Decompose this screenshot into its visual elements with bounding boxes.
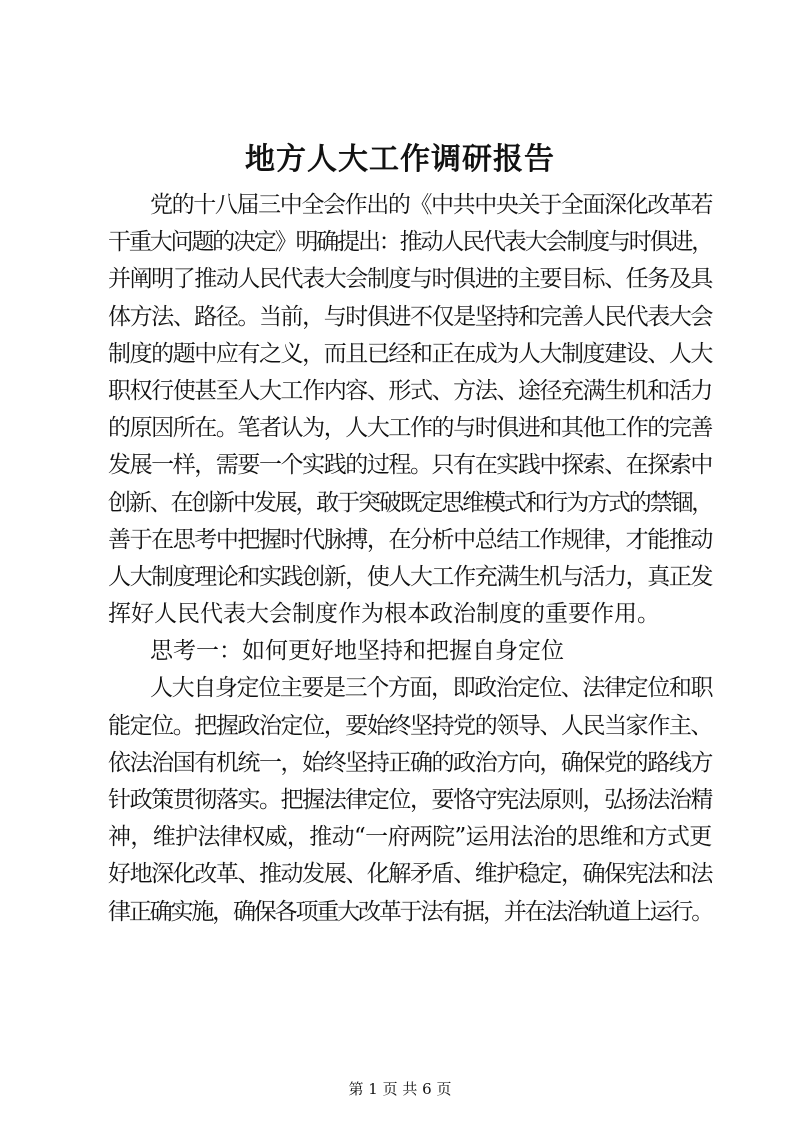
- paragraph-1-line-8: 发展一样，需要一个实践的过程。只有在实践中探索、在探索中: [108, 452, 712, 479]
- page-number-footer: 第 1 页 共 6 页: [348, 1080, 452, 1098]
- section-heading: 思考一：如何更好地坚持和把握自身定位: [150, 638, 564, 665]
- paragraph-1-line-2: 干重大问题的决定》明确提出：推动人民代表大会制度与时俱进，: [108, 229, 713, 256]
- paragraph-1-line-3: 并阐明了推动人民代表大会制度与时俱进的主要目标、任务及具: [108, 266, 712, 293]
- paragraph-2-line-7: 律正确实施，确保各项重大改革于法有据，并在法治轨道上运行。: [108, 898, 713, 925]
- paragraph-1-line-12: 挥好人民代表大会制度作为根本政治制度的重要作用。: [108, 601, 660, 628]
- paragraph-1-line-5: 制度的题中应有之义，而且已经和正在成为人大制度建设、人大: [108, 340, 712, 367]
- paragraph-2-line-5: 神，维护法律权威，推动“一府两院”运用法治的思维和方式更: [108, 824, 712, 851]
- paragraph-2-line-6: 好地深化改革、推动发展、化解矛盾、维护稳定，确保宪法和法: [108, 861, 712, 888]
- paragraph-1-line-1: 党的十八届三中全会作出的《中共中央关于全面深化改革若: [150, 192, 713, 218]
- paragraph-1-line-11: 人大制度理论和实践创新，使人大工作充满生机与活力，真正发: [108, 563, 712, 590]
- paragraph-1-line-9: 创新、在创新中发展，敢于突破既定思维模式和行为方式的禁锢，: [108, 489, 713, 516]
- paragraph-1-line-4: 体方法、路径。当前，与时俱进不仅是坚持和完善人民代表大会: [108, 303, 712, 330]
- paragraph-2-line-2: 能定位。把握政治定位，要始终坚持党的领导、人民当家作主、: [108, 712, 712, 739]
- paragraph-2-line-3: 依法治国有机统一，始终坚持正确的政治方向，确保党的路线方: [108, 749, 712, 776]
- paragraph-1-line-6: 职权行使甚至人大工作内容、形式、方法、途径充满生机和活力: [108, 377, 712, 404]
- paragraph-2-line-4: 针政策贯彻落实。把握法律定位，要恪守宪法原则，弘扬法治精: [108, 787, 712, 813]
- paragraph-1-line-10: 善于在思考中把握时代脉搏，在分析中总结工作规律，才能推动: [108, 526, 712, 553]
- paragraph-2-line-1: 人大自身定位主要是三个方面，即政治定位、法律定位和职: [150, 675, 713, 702]
- paragraph-1-line-7: 的原因所在。笔者认为，人大工作的与时俱进和其他工作的完善: [108, 415, 712, 442]
- document-body: [108, 187, 712, 931]
- document-title: 地方人大工作调研报告: [245, 142, 555, 177]
